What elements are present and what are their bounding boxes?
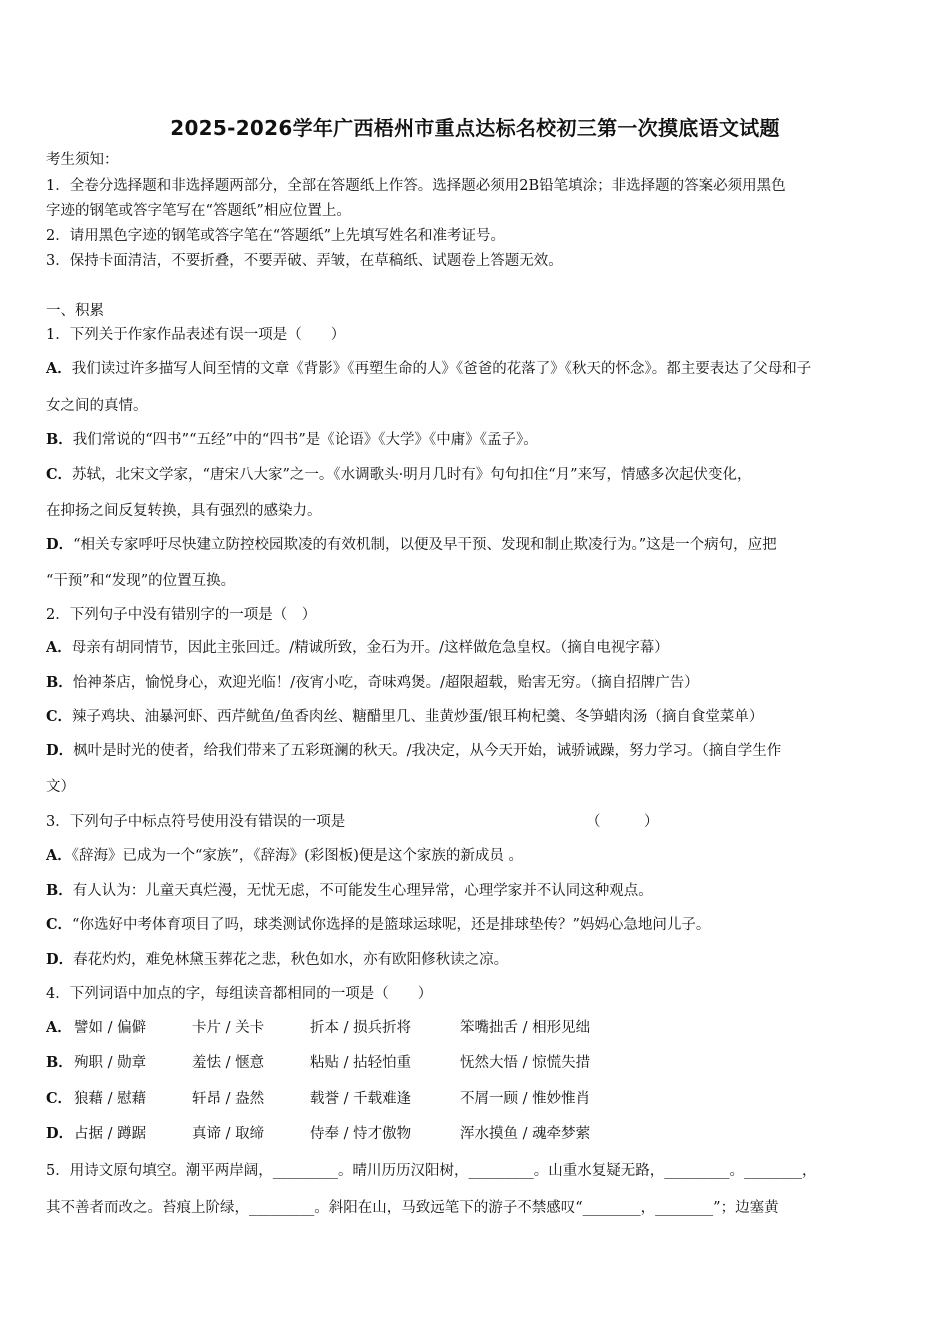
option-letter: A．	[46, 639, 72, 656]
word-pair: 怃然大悟 / 惊慌失措	[460, 1055, 591, 1071]
q3-option-b: B．有人认为：儿童天真烂漫，无忧无虑，不可能发生心理异常，心理学家并不认同这种观点。	[46, 882, 653, 899]
q1-option-d-cont: “干预”和“发现”的位置互换。	[46, 573, 236, 589]
option-label: C．	[46, 1090, 73, 1107]
q1-option-a: A．我们读过许多描写人间至情的文章《背影》《再塑生命的人》《爸爸的花落了》《秋天的怀念》。都主要表达了父母和子	[46, 360, 812, 377]
option-letter: D．	[46, 536, 74, 553]
question-4-stem: 4．下列词语中加点的字，每组读音都相同的一项是（ ）	[46, 986, 433, 1002]
option-letter: D．	[46, 742, 74, 759]
option-letter: C．	[46, 916, 73, 933]
word-pair: 狼藉 / 慰藉	[74, 1091, 147, 1107]
q2-option-b: B．怡神茶店，愉悦身心，欢迎光临！/夜宵小吃，奇味鸡煲。/超限超载，贻害无穷。（摘自招牌广告）	[46, 674, 699, 691]
notice-item: 3．保持卡面清洁，不要折叠，不要弄破、弄皱，在草稿纸、试题卷上答题无效。	[46, 253, 563, 269]
word-pair: 譬如 / 偏僻	[74, 1020, 147, 1036]
question-2-stem: 2．下列句子中没有错别字的一项是（ ）	[46, 607, 317, 623]
notice-heading: 考生须知：	[46, 152, 119, 168]
notice-item: 字迹的钢笔或答字笔写在“答题纸”相应位置上。	[46, 203, 351, 219]
word-pair: 不屑一顾 / 惟妙惟肖	[460, 1091, 591, 1107]
q4-option-row	[46, 1053, 746, 1073]
question-1-stem: 1．下列关于作家作品表述有误一项是（ ）	[46, 327, 346, 343]
option-label: B．	[46, 1054, 73, 1071]
word-pair: 笨嘴拙舌 / 相形见绌	[460, 1020, 591, 1036]
word-pair: 浑水摸鱼 / 魂牵梦萦	[460, 1126, 591, 1142]
word-pair: 卡片 / 关卡	[192, 1020, 265, 1036]
word-pair: 殉职 / 勋章	[74, 1055, 147, 1071]
q2-option-c: C．辣子鸡块、油暴河虾、西芹鱿鱼/鱼香肉丝、糖醋里几、韭黄炒蛋/银耳枸杞羹、冬笋蜡肉汤（摘自食堂菜单）	[46, 708, 764, 725]
q2-option-d: D．枫叶是时光的使者，给我们带来了五彩斑澜的秋天。/我决定，从今天开始，诫骄诫躁，努力学习。（摘自学生作	[46, 742, 782, 759]
option-letter: D．	[46, 951, 74, 968]
exam-title: 2025-2026学年广西梧州市重点达标名校初三第一次摸底语文试题	[170, 116, 780, 140]
q3-option-a: A．《辞海》已成为一个“家族”，《辞海》(彩图板)便是这个家族的新成员 。	[46, 847, 524, 864]
q1-option-a-cont: 女之间的真情。	[46, 398, 148, 414]
q2-option-a: A．母亲有胡同情节，因此主张回迁。/精诚所致，金石为开。/这样做危急皇权。（摘自电视字幕）	[46, 639, 669, 656]
option-letter: C．	[46, 466, 73, 483]
answer-parenthesis: （ ）	[586, 814, 659, 830]
q3-option-d: D．春花灼灼，难免林黛玉葬花之悲，秋色如水，亦有欧阳修秋读之凉。	[46, 951, 509, 968]
word-pair: 载誉 / 千载难逢	[310, 1091, 412, 1107]
q4-option-row	[46, 1018, 746, 1038]
question-3-stem	[46, 812, 666, 832]
word-pair: 折本 / 损兵折将	[310, 1020, 412, 1036]
option-letter: A．	[46, 847, 72, 864]
word-pair: 侍奉 / 恃才傲物	[310, 1126, 412, 1142]
q3-stem-text: 3．下列句子中标点符号使用没有错误的一项是	[46, 814, 346, 830]
option-letter: C．	[46, 708, 73, 725]
option-letter: B．	[46, 882, 73, 899]
q4-option-row	[46, 1089, 746, 1109]
q3-option-c: C．“你选好中考体育项目了吗，球类测试你选择的是篮球运球呢，还是排球垫传？”妈妈心急地问儿子。	[46, 916, 711, 933]
option-label: D．	[46, 1125, 74, 1142]
q2-option-d-cont: 文）	[46, 779, 75, 795]
option-letter: B．	[46, 431, 73, 448]
section-heading: 一、积累	[46, 303, 104, 319]
q1-option-b: B．我们常说的“四书”“五经”中的“四书”是《论语》《大学》《中庸》《孟子》。	[46, 431, 538, 448]
word-pair: 真谛 / 取缔	[192, 1126, 265, 1142]
question-5-cont: 其不善者而改之。苔痕上阶绿，_________。斜阳在山，马致远笔下的游子不禁感叹“________，________”；边塞黄	[46, 1200, 779, 1216]
notice-item: 1．全卷分选择题和非选择题两部分，全部在答题纸上作答。选择题必须用2B铅笔填涂；非选择题的答案必须用黑色	[46, 178, 786, 194]
word-pair: 粘贴 / 拈轻怕重	[310, 1055, 412, 1071]
q1-option-c-cont: 在抑扬之间反复转换，具有强烈的感染力。	[46, 503, 322, 519]
word-pair: 轩昂 / 盎然	[192, 1091, 265, 1107]
word-pair: 羞怯 / 惬意	[192, 1055, 265, 1071]
option-label: A．	[46, 1019, 72, 1036]
q1-option-c: C．苏轼，北宋文学家，“唐宋八大家”之一。《水调歌头·明月几时有》句句扣住“月”来写，情感多次起伏变化，	[46, 466, 752, 483]
question-5-stem: 5．用诗文原句填空。潮平两岸阔，_________。晴川历历汉阳树，_________。山重水复疑无路，_________。________，	[46, 1163, 817, 1179]
q4-option-row	[46, 1124, 746, 1144]
word-pair: 占据 / 蹲踞	[74, 1126, 147, 1142]
notice-item: 2．请用黑色字迹的钢笔或答字笔在“答题纸”上先填写姓名和准考证号。	[46, 228, 506, 244]
option-letter: B．	[46, 674, 73, 691]
q1-option-d: D．“相关专家呼吁尽快建立防控校园欺凌的有效机制，以便及早干预、发现和制止欺凌行为。”这是一个病句，应把	[46, 536, 777, 553]
option-letter: A．	[46, 360, 72, 377]
